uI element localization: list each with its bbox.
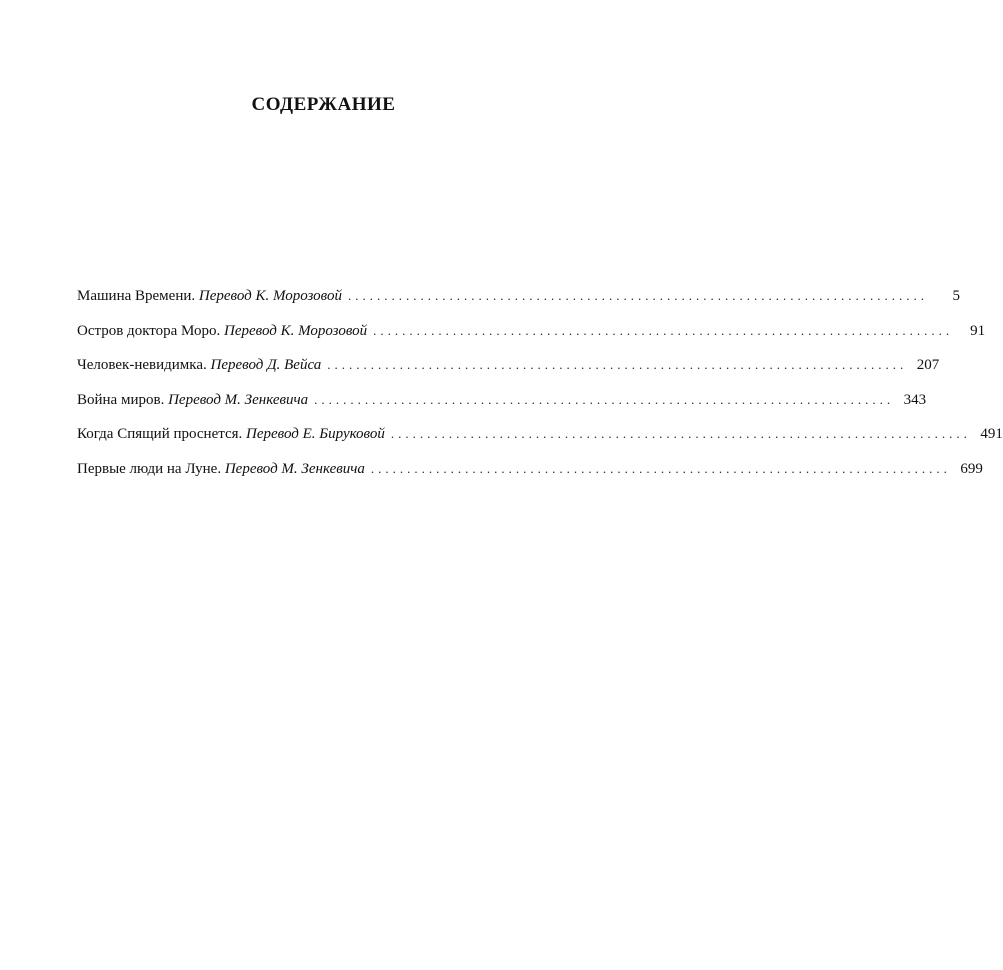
toc-entry-title: Остров доктора Моро.	[77, 322, 221, 339]
toc-entry-title: Машина Времени.	[77, 288, 196, 304]
toc-entry-page: 491	[980, 426, 1003, 442]
page-title: СОДЕРЖАНИЕ	[251, 94, 396, 115]
toc-entry-translator: Перевод Е. Бируковой	[246, 426, 385, 442]
toc-entry[interactable]	[77, 322, 986, 358]
dot-leader: ................................................................................	[327, 357, 908, 372]
toc-entry[interactable]	[77, 288, 960, 323]
toc-entry-title: Человек-невидимка.	[77, 357, 207, 373]
toc-entry-translator: Перевод Д. Вейса	[210, 357, 322, 373]
toc-entry-title: Война миров.	[77, 391, 165, 408]
toc-entry-title: Когда Спящий проснется.	[77, 426, 243, 442]
dot-leader: ................................................................................	[373, 322, 954, 338]
toc-entry-translator: Перевод К. Морозовой	[224, 322, 368, 339]
toc-entry[interactable]	[77, 357, 940, 392]
toc-entry-translator: Перевод М. Зенкевича	[224, 460, 365, 477]
toc-entry-translator: Перевод К. Морозовой	[198, 288, 342, 304]
toc-entry[interactable]	[77, 460, 983, 496]
toc-entry-translator: Перевод М. Зенкевича	[168, 391, 309, 408]
toc-entry-page: 699	[960, 460, 983, 477]
toc-entry[interactable]	[77, 426, 1003, 461]
dot-leader: ................................................................................	[314, 391, 895, 407]
dot-leader: ................................................................................	[390, 426, 971, 441]
toc-entry-page: 91	[970, 322, 986, 339]
dot-leader: ................................................................................	[370, 460, 951, 476]
toc-entry-page: 5	[952, 288, 960, 304]
toc-entry-page: 207	[916, 357, 940, 373]
toc-entry-page: 343	[903, 391, 927, 408]
table-of-contents	[77, 288, 1003, 495]
dot-leader: ................................................................................	[348, 288, 928, 303]
toc-entry-title: Первые люди на Луне.	[77, 460, 222, 477]
toc-entry[interactable]	[77, 391, 927, 427]
